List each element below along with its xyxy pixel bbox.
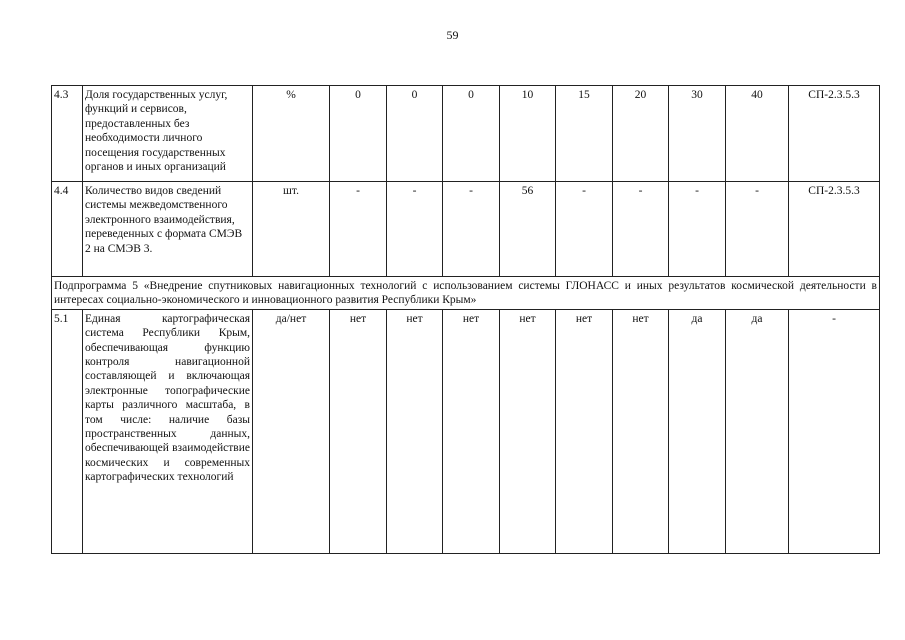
value-cell: 15 [556, 86, 613, 182]
indicator-name: Единая картографическая система Республики Крым, обеспечивающая функцию контроля навигационной составляющей и включающая электронные топографические карты различного масштаба, в том числе: наличие базы пространственных данных, обеспечивающей взаимодействие космических и современных картографических технологий [83, 309, 253, 553]
value-cell: - [669, 182, 726, 277]
subprogram-row [52, 277, 880, 310]
value-cell: - [443, 182, 500, 277]
value-cell: 0 [330, 86, 387, 182]
value-cell: 40 [726, 86, 789, 182]
indicator-name: Доля государственных услуг, функций и сервисов, предоставленных без необходимости личного посещения государственных органов и иных организаций [83, 86, 253, 182]
value-cell: да [726, 309, 789, 553]
value-cell: 56 [500, 182, 556, 277]
value-cell: 10 [500, 86, 556, 182]
source-cell: СП-2.3.5.3 [789, 86, 880, 182]
table-row [52, 309, 880, 553]
value-cell: 20 [613, 86, 669, 182]
indicators-table [51, 85, 880, 554]
page-number: 59 [446, 28, 459, 42]
row-number: 4.3 [52, 86, 83, 182]
value-cell: - [556, 182, 613, 277]
value-cell: - [330, 182, 387, 277]
value-cell: - [726, 182, 789, 277]
value-cell: - [387, 182, 443, 277]
value-cell: нет [556, 309, 613, 553]
unit-cell: да/нет [253, 309, 330, 553]
table-row [52, 182, 880, 277]
unit-cell: шт. [253, 182, 330, 277]
source-cell: СП-2.3.5.3 [789, 182, 880, 277]
value-cell: нет [330, 309, 387, 553]
value-cell: да [669, 309, 726, 553]
value-cell: нет [387, 309, 443, 553]
value-cell: нет [613, 309, 669, 553]
value-cell: 0 [387, 86, 443, 182]
value-cell: 0 [443, 86, 500, 182]
row-number: 5.1 [52, 309, 83, 553]
value-cell: - [613, 182, 669, 277]
value-cell: нет [443, 309, 500, 553]
indicator-name: Количество видов сведений системы межведомственного электронного взаимодействия, переведенных с формата СМЭВ 2 на СМЭВ 3. [83, 182, 253, 277]
source-cell: - [789, 309, 880, 553]
value-cell: 30 [669, 86, 726, 182]
unit-cell: % [253, 86, 330, 182]
table-row [52, 86, 880, 182]
value-cell: нет [500, 309, 556, 553]
row-number: 4.4 [52, 182, 83, 277]
subprogram-title: Подпрограмма 5 «Внедрение спутниковых навигационных технологий с использованием системы ГЛОНАСС и иных результатов космической деятельности в интересах социально-экономического и инновационного развития Республики Крым» [52, 277, 880, 310]
